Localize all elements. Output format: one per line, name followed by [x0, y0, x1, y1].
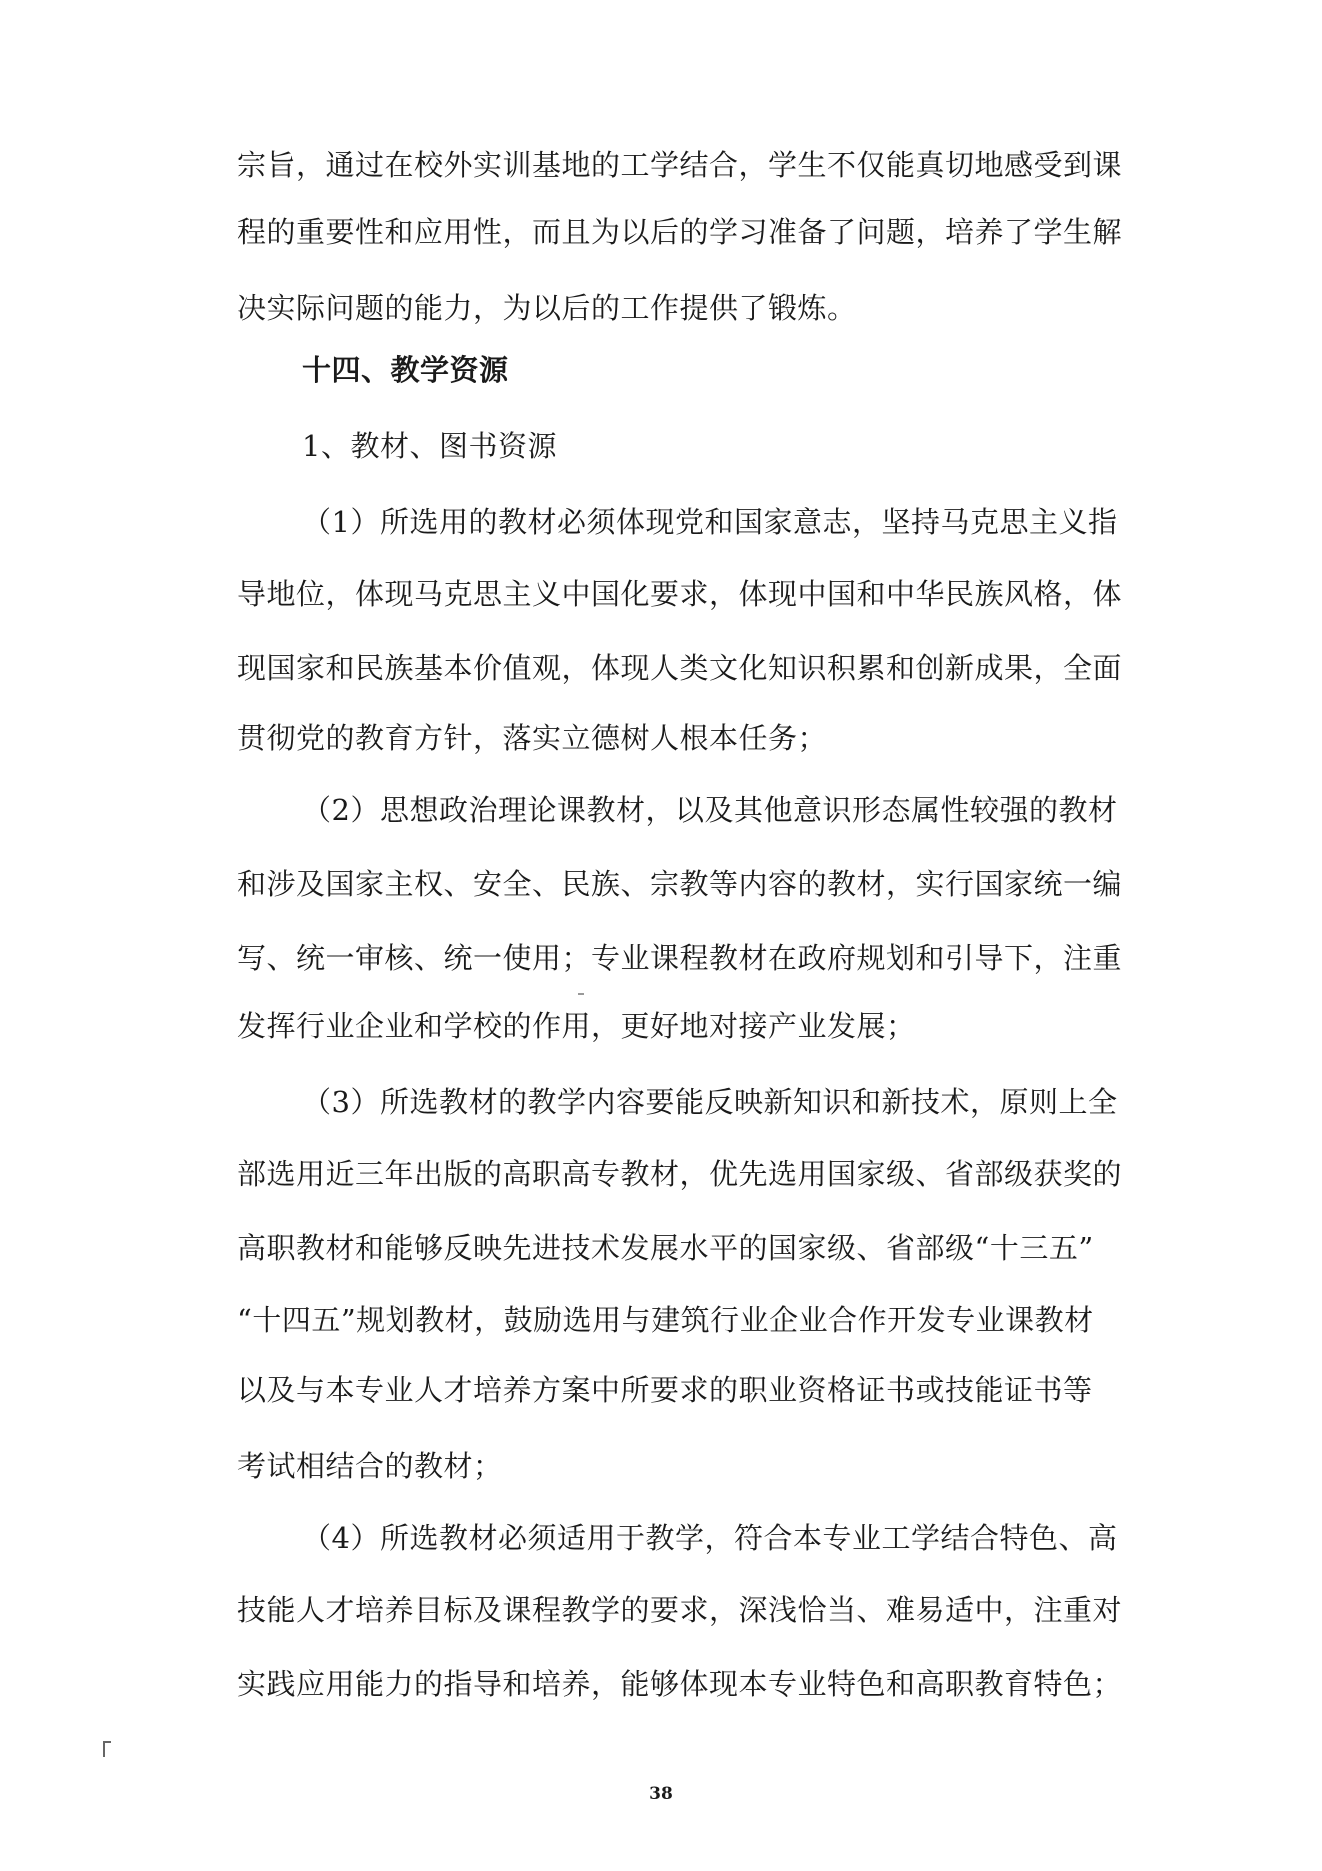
item-3-line: “十四五”规划教材，鼓励选用与建筑行业企业合作开发专业课教材 — [237, 1303, 1094, 1337]
item-2-line: 写、统一审核、统一使用；专业课程教材在政府规划和引导下，注重 — [237, 941, 1123, 975]
item-1-line: 现国家和民族基本价值观，体现人类文化知识积累和创新成果，全面 — [237, 651, 1123, 685]
item-3-line: 考试相结合的教材； — [237, 1449, 503, 1483]
subsection-heading: 1、教材、图书资源 — [302, 429, 557, 463]
item-3-line: （3）所选教材的教学内容要能反映新知识和新技术，原则上全 — [302, 1085, 1118, 1119]
scan-dust — [578, 993, 584, 995]
scan-artifact — [103, 1741, 111, 1757]
item-1-line: 贯彻党的教育方针，落实立德树人根本任务； — [237, 721, 828, 755]
item-3-line: 部选用近三年出版的高职高专教材，优先选用国家级、省部级获奖的 — [237, 1157, 1123, 1191]
item-2-line: （2）思想政治理论课教材，以及其他意识形态属性较强的教材 — [302, 793, 1118, 827]
paragraph-line: 决实际问题的能力，为以后的工作提供了锻炼。 — [237, 291, 857, 325]
item-1-line: 导地位，体现马克思主义中国化要求，体现中国和中华民族风格，体 — [237, 577, 1123, 611]
section-heading: 十四、教学资源 — [302, 353, 509, 387]
paragraph-line: 宗旨，通过在校外实训基地的工学结合，学生不仅能真切地感受到课 — [237, 148, 1123, 182]
item-2-line: 和涉及国家主权、安全、民族、宗教等内容的教材，实行国家统一编 — [237, 867, 1123, 901]
item-4-line: 实践应用能力的指导和培养，能够体现本专业特色和高职教育特色； — [237, 1667, 1123, 1701]
item-3-line: 高职教材和能够反映先进技术发展水平的国家级、省部级“十三五” — [237, 1231, 1094, 1265]
item-4-line: 技能人才培养目标及课程教学的要求，深浅恰当、难易适中，注重对 — [237, 1593, 1123, 1627]
page-number: 38 — [649, 1784, 673, 1804]
item-2-line: 发挥行业企业和学校的作用，更好地对接产业发展； — [237, 1009, 916, 1043]
item-3-line: 以及与本专业人才培养方案中所要求的职业资格证书或技能证书等 — [237, 1373, 1093, 1407]
paragraph-line: 程的重要性和应用性，而且为以后的学习准备了问题，培养了学生解 — [237, 215, 1123, 249]
item-1-line: （1）所选用的教材必须体现党和国家意志，坚持马克思主义指 — [302, 505, 1118, 539]
item-4-line: （4）所选教材必须适用于教学，符合本专业工学结合特色、高 — [302, 1521, 1118, 1555]
